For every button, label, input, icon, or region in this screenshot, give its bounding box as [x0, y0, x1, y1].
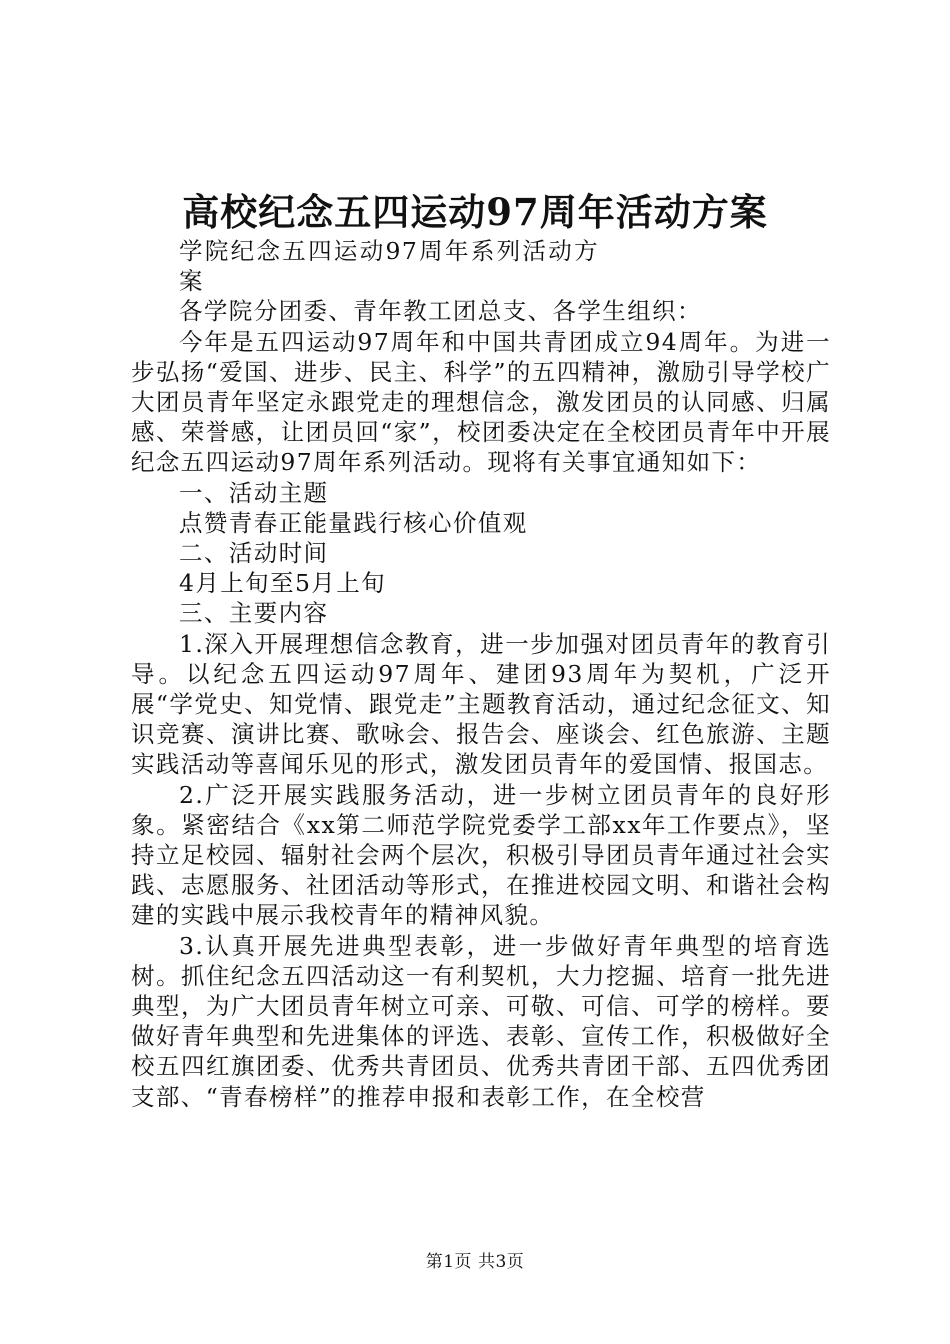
content-item-3: 3.认真开展先进典型表彰，进一步做好青年典型的培育选树。抓住纪念五四活动这一有利契机，大力挖掘、培育一批先进典型，为广大团员青年树立可亲、可敬、可信、可学的榜样。要做好青年典型和先进集体的评选、表彰、宣传工作，积极做好全校五四红旗团委、优秀共青团员、优秀共青团干部、五四优秀团支部、“青春榜样”的推荐申报和表彰工作，在全校营 [131, 931, 831, 1111]
time-text: 4月上旬至5月上旬 [179, 569, 387, 598]
document-subtitle: 学院纪念五四运动97周年系列活动方案 [179, 237, 599, 296]
section-heading-time: 二、活动时间 [179, 539, 329, 568]
theme-text: 点赞青春正能量践行核心价值观 [179, 508, 528, 537]
document-body [131, 236, 831, 1112]
content-item-1: 1.深入开展理想信念教育，进一步加强对团员青年的教育引导。以纪念五四运动97周年、建团93周年为契机，广泛开展“学党史、知党情、跟党走”主题教育活动，通过纪念征文、知识竞赛、演讲比赛、歌咏会、报告会、座谈会、红色旅游、主题实践活动等喜闻乐见的形式，激发团员青年的爱国情、报国志。 [131, 629, 831, 779]
page-number: 第1页 共3页 [425, 1252, 525, 1272]
document-title: 高校纪念五四运动97周年活动方案 [182, 190, 768, 234]
section-heading-content: 三、主要内容 [179, 599, 329, 628]
salutation: 各学院分团委、青年教工团总支、各学生组织： [179, 297, 702, 326]
content-item-2: 2.广泛开展实践服务活动，进一步树立团员青年的良好形象。紧密结合《xx第二师范学院党委学工部xx年工作要点》，坚持立足校园、辐射社会两个层次，积极引导团员青年通过社会实践、志愿服务、社团活动等形式，在推进校园文明、和谐社会构建的实践中展示我校青年的精神风貌。 [131, 780, 831, 930]
section-heading-theme: 一、活动主题 [179, 478, 329, 507]
paragraph-intro: 今年是五四运动97周年和中国共青团成立94周年。为进一步弘扬“爱国、进步、民主、科学”的五四精神，激励引导学校广大团员青年坚定永跟党走的理想信念，激发团员的认同感、归属感、荣誉感，让团员回“家”，校团委决定在全校团员青年中开展纪念五四运动97周年系列活动。现将有关事宜通知如下： [131, 327, 831, 477]
